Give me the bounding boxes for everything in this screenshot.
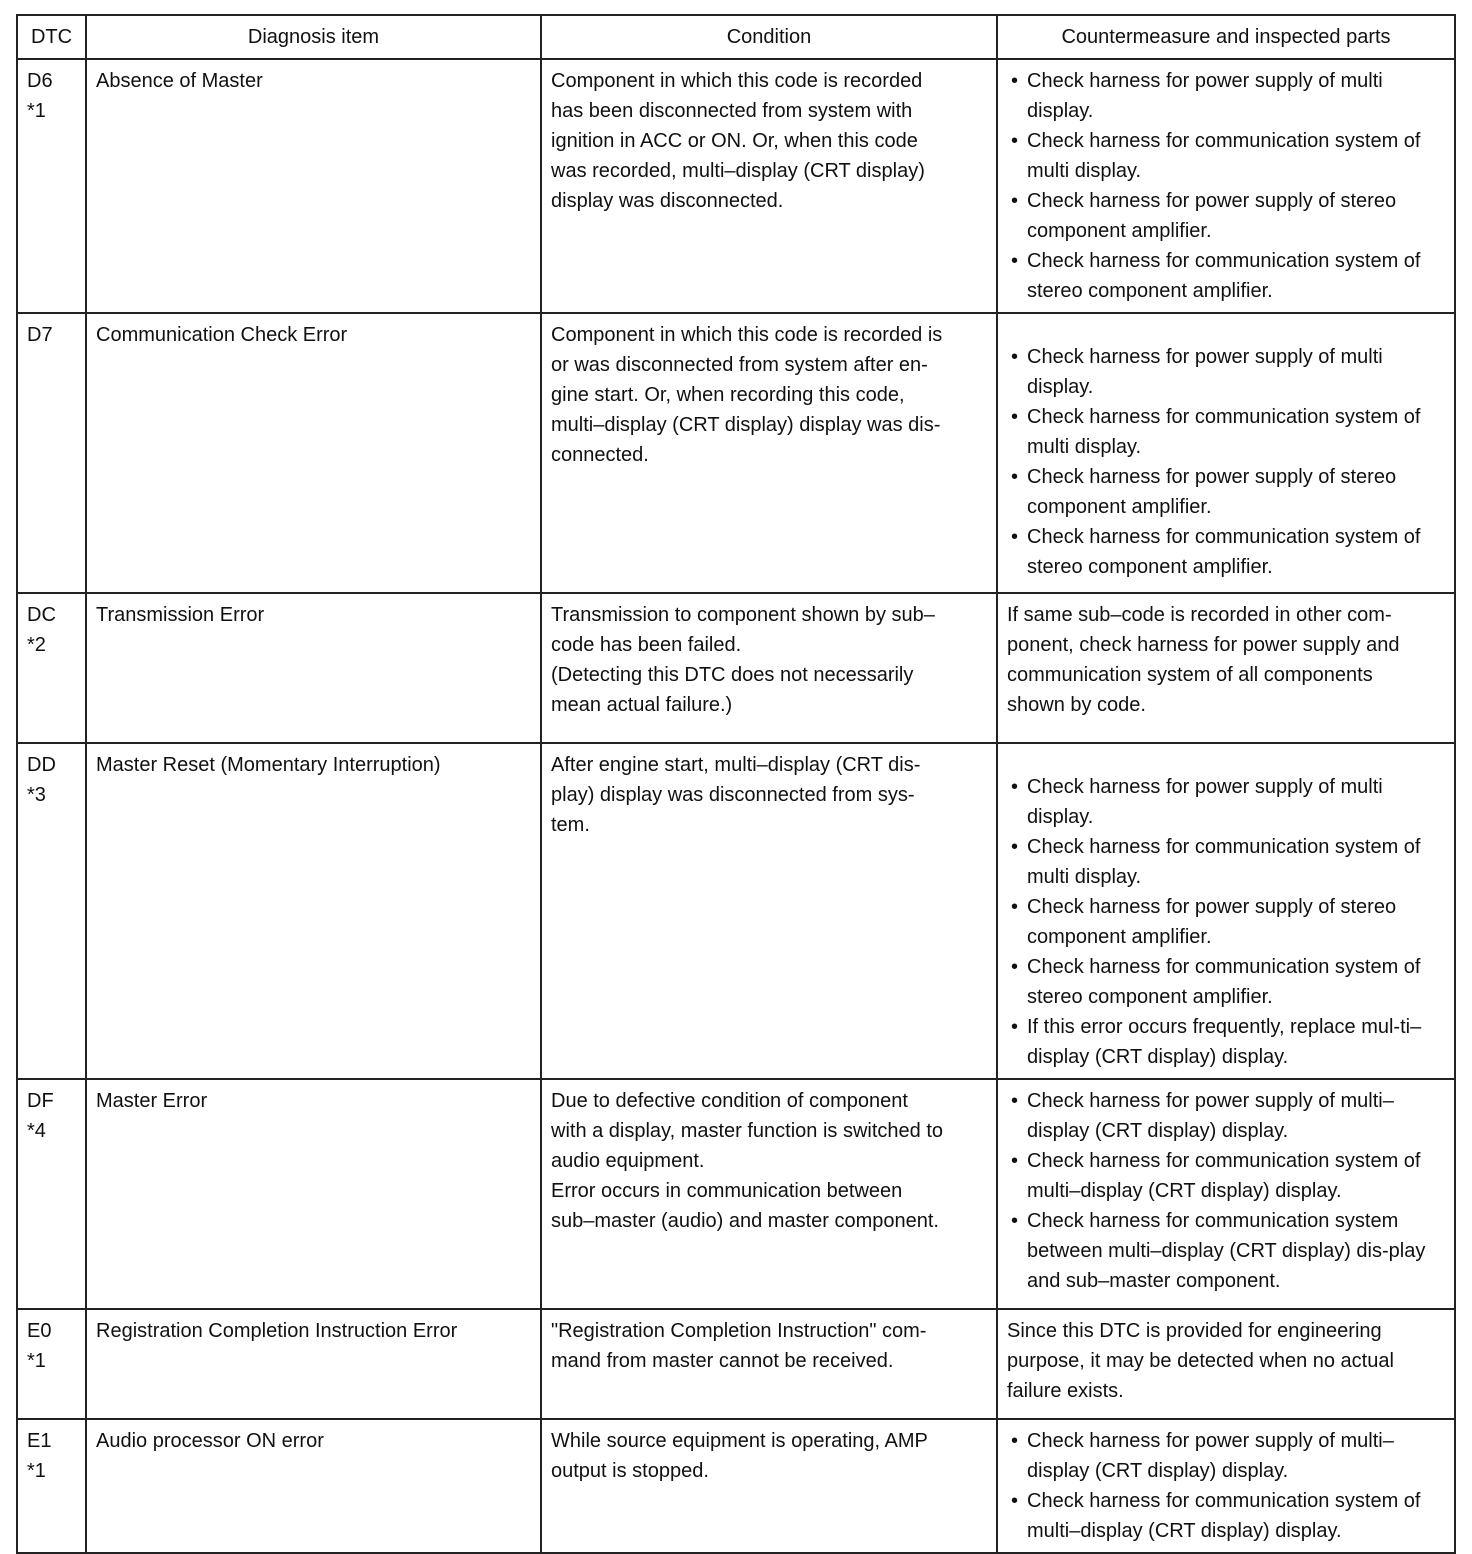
dtc-cell — [17, 593, 86, 743]
table-body — [17, 59, 1455, 1553]
dtc-cell — [17, 1309, 86, 1419]
diagnosis-item-cell: Master Reset (Momentary Interruption) — [86, 743, 541, 1079]
dtc-code: DF — [27, 1090, 54, 1112]
countermeasure-cell — [997, 593, 1455, 743]
condition-text: Component in which this code is recorded is or was disconnected from system after en- gine start. Or, when recording this code, multi–display (CRT display) display was dis- connected. — [551, 324, 943, 466]
countermeasure-text: Since this DTC is provided for engineering purpose, it may be detected when no actual failure exists. — [1007, 1320, 1394, 1402]
list-item: • Check harness for power supply of stereo component amplifier. — [1007, 186, 1446, 246]
list-item: • Check harness for communication system of stereo component amplifier. — [1007, 246, 1446, 306]
condition-text: After engine start, multi–display (CRT dis- play) display was disconnected from sys- tem. — [551, 754, 921, 836]
condition-text: While source equipment is operating, AMP output is stopped. — [551, 1430, 928, 1482]
dtc-cell — [17, 1419, 86, 1553]
dtc-table — [16, 14, 1456, 1554]
table-row — [17, 1079, 1455, 1309]
diagnosis-item-cell: Absence of Master — [86, 59, 541, 313]
dtc-code: DC — [27, 604, 56, 626]
countermeasure-cell — [997, 1419, 1455, 1553]
dtc-note: *2 — [27, 634, 46, 656]
diagnosis-item-cell: Transmission Error — [86, 593, 541, 743]
list-item: • Check harness for communication system of multi display. — [1007, 832, 1446, 892]
dtc-code: E1 — [27, 1430, 52, 1452]
condition-cell — [541, 1079, 997, 1309]
header-dtc: DTC — [17, 15, 86, 59]
condition-cell — [541, 593, 997, 743]
list-item: • Check harness for power supply of multi display. — [1007, 342, 1446, 402]
dtc-cell — [17, 313, 86, 593]
diagnosis-item-cell: Communication Check Error — [86, 313, 541, 593]
list-item: • If this error occurs frequently, replace mul-ti–display (CRT display) display. — [1007, 1012, 1446, 1072]
countermeasure-cell — [997, 743, 1455, 1079]
countermeasure-cell — [997, 1309, 1455, 1419]
list-item: • Check harness for power supply of multi–display (CRT display) display. — [1007, 1426, 1446, 1486]
condition-cell — [541, 1309, 997, 1419]
dtc-note: *1 — [27, 1350, 46, 1372]
countermeasure-cell — [997, 313, 1455, 593]
header-diagnosis-item: Diagnosis item — [86, 15, 541, 59]
list-item: • Check harness for power supply of multi display. — [1007, 772, 1446, 832]
countermeasure-cell — [997, 1079, 1455, 1309]
header-row — [17, 15, 1455, 59]
diagnosis-item-cell: Registration Completion Instruction Error — [86, 1309, 541, 1419]
condition-cell — [541, 743, 997, 1079]
countermeasure-cell — [997, 59, 1455, 313]
condition-text: "Registration Completion Instruction" com- mand from master cannot be received. — [551, 1320, 927, 1372]
dtc-note: *1 — [27, 100, 46, 122]
list-item: • Check harness for communication system of multi–display (CRT display) display. — [1007, 1146, 1446, 1206]
table-row — [17, 593, 1455, 743]
dtc-code: D6 — [27, 70, 53, 92]
countermeasure-list — [1007, 1426, 1446, 1546]
list-item: • Check harness for power supply of multi display. — [1007, 66, 1446, 126]
table-row — [17, 59, 1455, 313]
dtc-cell — [17, 59, 86, 313]
diagnosis-item-cell: Master Error — [86, 1079, 541, 1309]
table-row — [17, 1309, 1455, 1419]
countermeasure-list — [1007, 66, 1446, 306]
condition-text: Component in which this code is recorded has been disconnected from system with ignition in ACC or ON. Or, when this code was recorded, multi–display (CRT display) display was disconnected. — [551, 70, 925, 212]
dtc-code: E0 — [27, 1320, 52, 1342]
condition-text: Transmission to component shown by sub– code has been failed. (Detecting this DTC does not necessarily mean actual failure.) — [551, 604, 935, 716]
dtc-note: *1 — [27, 1460, 46, 1482]
list-item: • Check harness for communication system of multi display. — [1007, 126, 1446, 186]
list-item: • Check harness for communication system of multi display. — [1007, 402, 1446, 462]
dtc-cell — [17, 1079, 86, 1309]
list-item: • Check harness for power supply of stereo component amplifier. — [1007, 892, 1446, 952]
dtc-code: DD — [27, 754, 56, 776]
countermeasure-list — [1007, 342, 1446, 582]
dtc-cell — [17, 743, 86, 1079]
countermeasure-list — [1007, 1086, 1446, 1296]
dtc-note: *4 — [27, 1120, 46, 1142]
condition-cell — [541, 59, 997, 313]
diagnosis-item-cell: Audio processor ON error — [86, 1419, 541, 1553]
countermeasure-list — [1007, 772, 1446, 1072]
table-row — [17, 743, 1455, 1079]
list-item: • Check harness for power supply of multi–display (CRT display) display. — [1007, 1086, 1446, 1146]
header-countermeasure: Countermeasure and inspected parts — [997, 15, 1455, 59]
list-item: • Check harness for communication system of stereo component amplifier. — [1007, 522, 1446, 582]
condition-text: Due to defective condition of component with a display, master function is switched to audio equipment. Error occurs in communication between sub–master (audio) and master component. — [551, 1090, 944, 1232]
condition-cell — [541, 1419, 997, 1553]
dtc-note: *3 — [27, 784, 46, 806]
dtc-code: D7 — [27, 324, 53, 346]
countermeasure-text: If same sub–code is recorded in other com- ponent, check harness for power supply and communication system of all components shown by code. — [1007, 604, 1400, 716]
condition-cell — [541, 313, 997, 593]
table-row — [17, 313, 1455, 593]
list-item: • Check harness for power supply of stereo component amplifier. — [1007, 462, 1446, 522]
table-row — [17, 1419, 1455, 1553]
list-item: • Check harness for communication system between multi–display (CRT display) dis-play and sub–master component. — [1007, 1206, 1446, 1296]
list-item: • Check harness for communication system of stereo component amplifier. — [1007, 952, 1446, 1012]
list-item: • Check harness for communication system of multi–display (CRT display) display. — [1007, 1486, 1446, 1546]
header-condition: Condition — [541, 15, 997, 59]
